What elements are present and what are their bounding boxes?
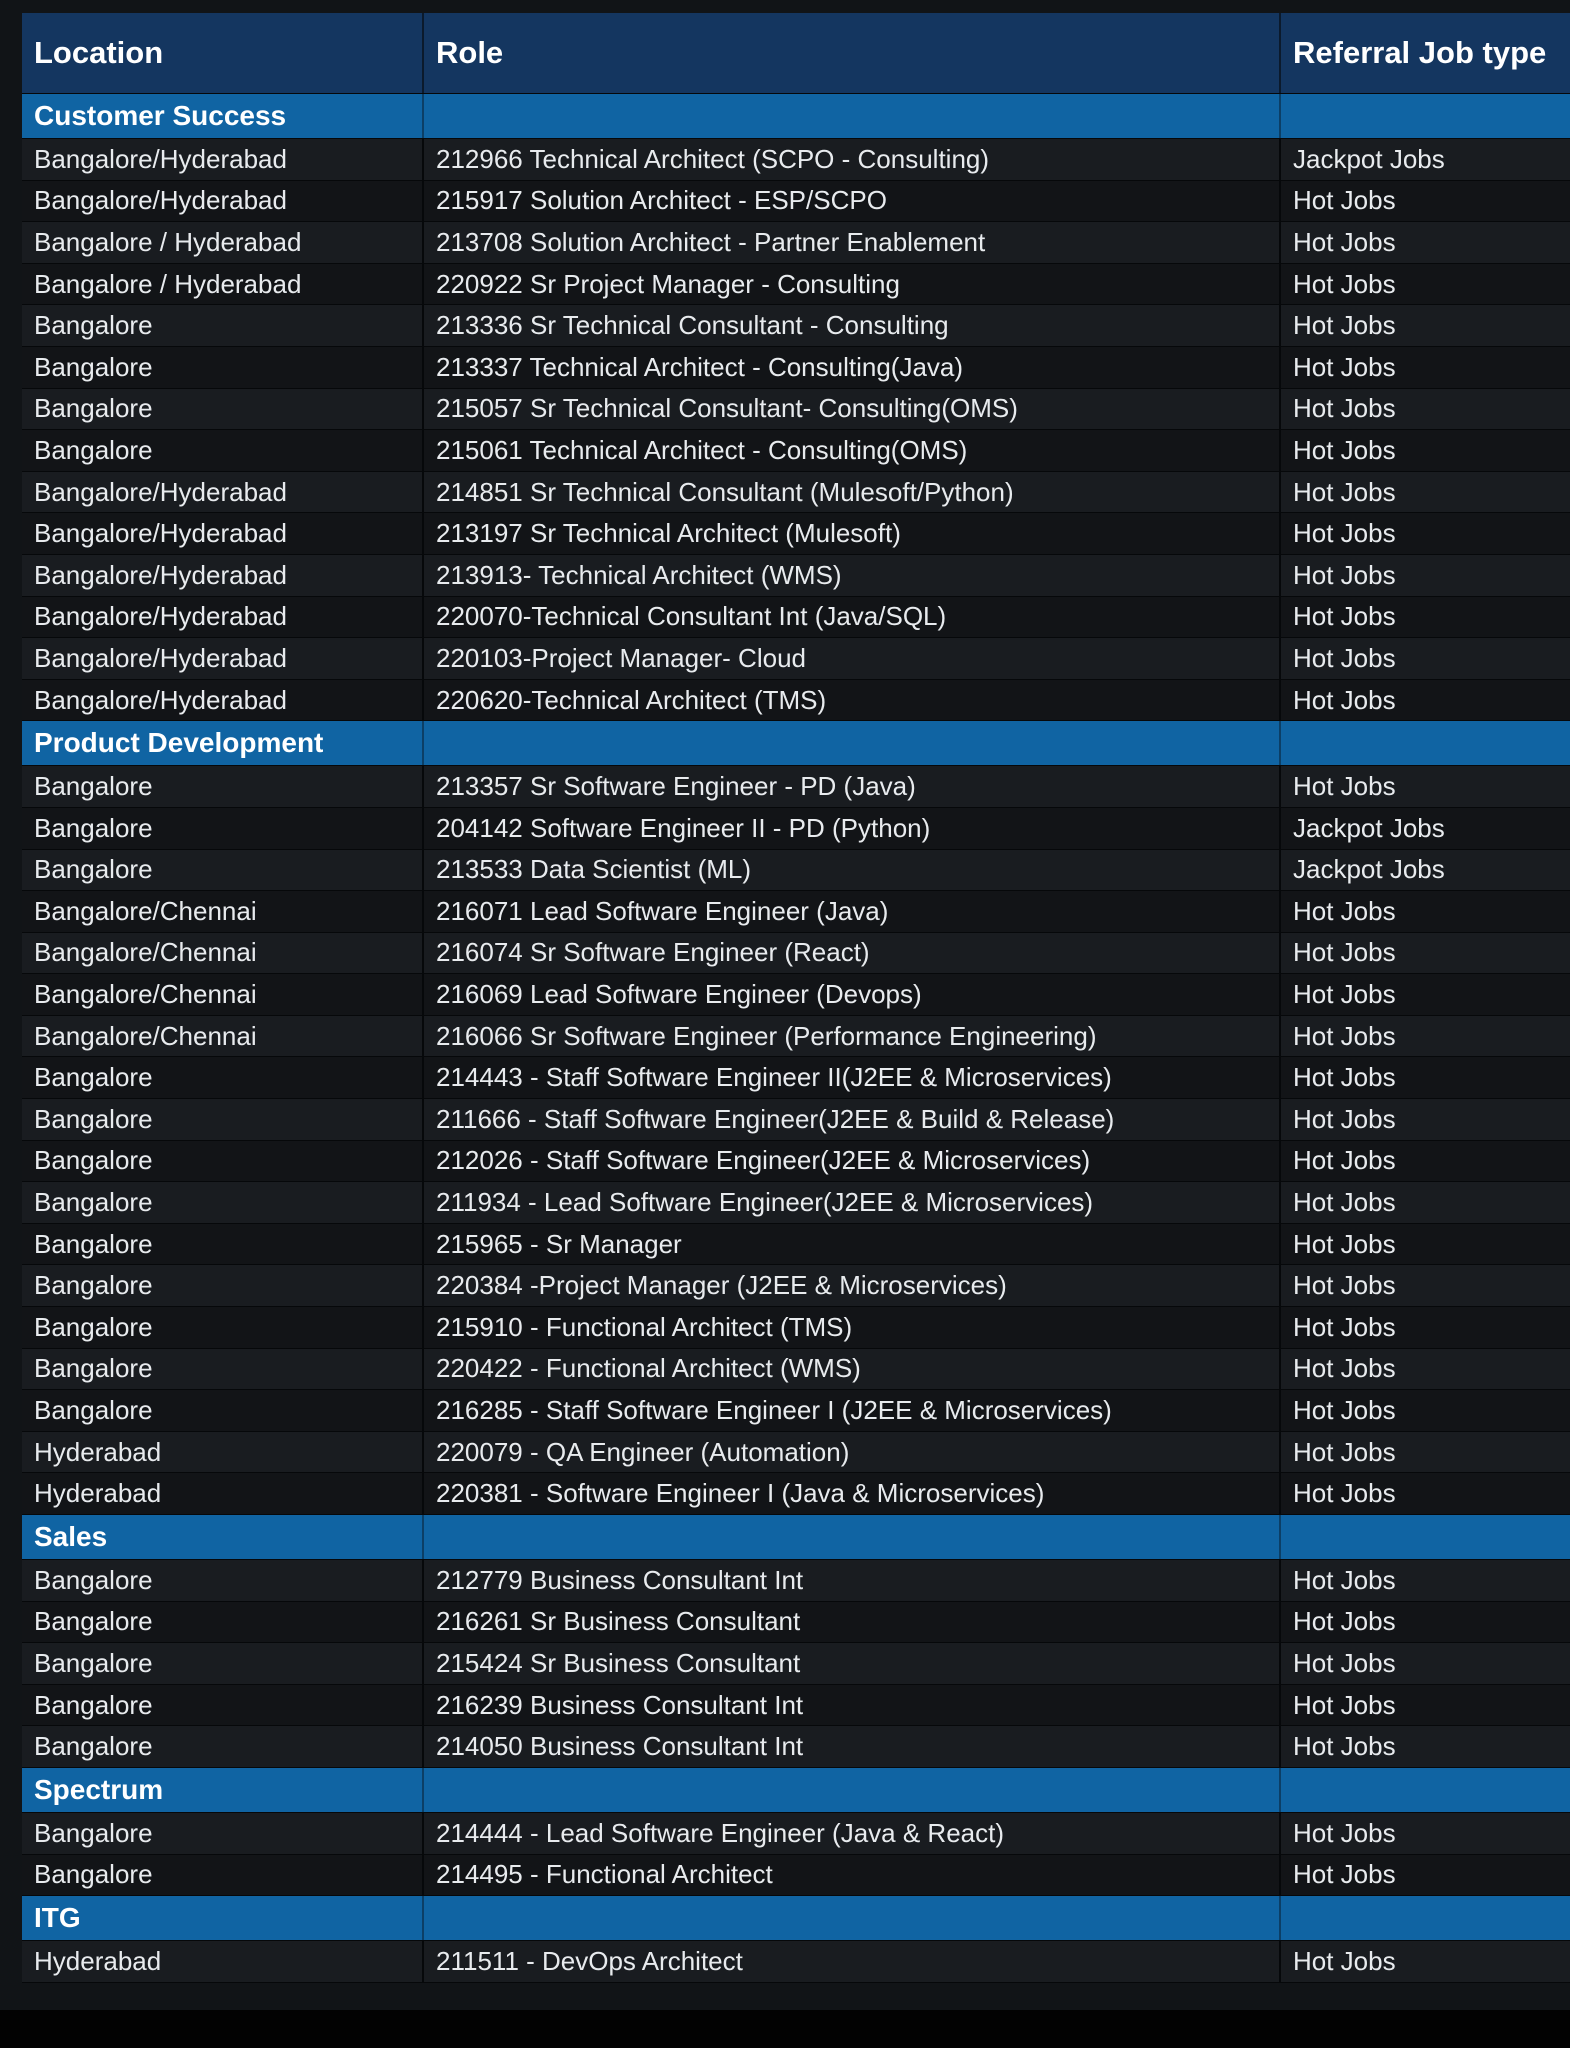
section-spacer: [424, 721, 1281, 765]
section-spacer: [1281, 1896, 1570, 1940]
table-row: [22, 347, 1570, 389]
section-rows: [22, 766, 1570, 1515]
location-cell: Bangalore: [22, 808, 424, 849]
job-type-cell: Hot Jobs: [1281, 1602, 1570, 1643]
job-type-cell: Hot Jobs: [1281, 1016, 1570, 1057]
role-cell: 220070-Technical Consultant Int (Java/SQL): [424, 597, 1281, 638]
role-cell: 216239 Business Consultant Int: [424, 1685, 1281, 1726]
table-row: [22, 222, 1570, 264]
job-type-cell: Hot Jobs: [1281, 974, 1570, 1015]
table-header: [22, 13, 1570, 94]
section-title: Product Development: [22, 721, 424, 765]
job-type-cell: Hot Jobs: [1281, 597, 1570, 638]
table-row: [22, 555, 1570, 597]
job-type-cell: Hot Jobs: [1281, 181, 1570, 222]
role-cell: 215910 - Functional Architect (TMS): [424, 1307, 1281, 1348]
location-cell: Bangalore: [22, 347, 424, 388]
location-cell: Bangalore: [22, 1685, 424, 1726]
role-cell: 216066 Sr Software Engineer (Performance Engineering): [424, 1016, 1281, 1057]
table-row: [22, 1057, 1570, 1099]
role-cell: 220103-Project Manager- Cloud: [424, 638, 1281, 679]
job-type-cell: Jackpot Jobs: [1281, 808, 1570, 849]
location-cell: Bangalore: [22, 1349, 424, 1390]
location-cell: Bangalore: [22, 1813, 424, 1854]
location-cell: Bangalore: [22, 1224, 424, 1265]
location-cell: Bangalore: [22, 1726, 424, 1767]
role-cell: 213337 Technical Architect - Consulting(Java): [424, 347, 1281, 388]
role-cell: 213336 Sr Technical Consultant - Consulting: [424, 305, 1281, 346]
location-cell: Bangalore: [22, 1182, 424, 1223]
job-type-cell: Hot Jobs: [1281, 555, 1570, 596]
location-cell: Bangalore/Chennai: [22, 933, 424, 974]
role-cell: 215965 - Sr Manager: [424, 1224, 1281, 1265]
role-cell: 215061 Technical Architect - Consulting(OMS): [424, 430, 1281, 471]
job-type-cell: Hot Jobs: [1281, 1307, 1570, 1348]
table-row: [22, 1390, 1570, 1432]
location-cell: Bangalore: [22, 1602, 424, 1643]
table-row: [22, 139, 1570, 181]
job-type-cell: Hot Jobs: [1281, 933, 1570, 974]
job-type-cell: Hot Jobs: [1281, 347, 1570, 388]
table-row: [22, 181, 1570, 223]
location-cell: Hyderabad: [22, 1941, 424, 1982]
job-type-cell: Hot Jobs: [1281, 1685, 1570, 1726]
role-cell: 216261 Sr Business Consultant: [424, 1602, 1281, 1643]
location-cell: Bangalore: [22, 1307, 424, 1348]
table-row: [22, 1016, 1570, 1058]
location-cell: Bangalore: [22, 1099, 424, 1140]
location-cell: Bangalore: [22, 850, 424, 891]
role-cell: 220381 - Software Engineer I (Java & Microservices): [424, 1473, 1281, 1514]
location-cell: Bangalore/Hyderabad: [22, 472, 424, 513]
location-cell: Bangalore/Hyderabad: [22, 597, 424, 638]
role-cell: 215917 Solution Architect - ESP/SCPO: [424, 181, 1281, 222]
section-header: [22, 1768, 1570, 1813]
job-type-cell: Hot Jobs: [1281, 891, 1570, 932]
role-cell: 214851 Sr Technical Consultant (Mulesoft/Python): [424, 472, 1281, 513]
location-cell: Bangalore/Hyderabad: [22, 139, 424, 180]
location-cell: Bangalore/Hyderabad: [22, 555, 424, 596]
role-cell: 213357 Sr Software Engineer - PD (Java): [424, 766, 1281, 807]
role-cell: 214495 - Functional Architect: [424, 1855, 1281, 1896]
table-row: [22, 1432, 1570, 1474]
job-type-cell: Hot Jobs: [1281, 1432, 1570, 1473]
role-cell: 212779 Business Consultant Int: [424, 1560, 1281, 1601]
job-type-cell: Hot Jobs: [1281, 1141, 1570, 1182]
job-type-cell: Hot Jobs: [1281, 1643, 1570, 1684]
table-row: [22, 305, 1570, 347]
location-cell: Bangalore/Chennai: [22, 974, 424, 1015]
role-cell: 216071 Lead Software Engineer (Java): [424, 891, 1281, 932]
table-row: [22, 597, 1570, 639]
table-row: [22, 1349, 1570, 1391]
table-row: [22, 1473, 1570, 1515]
role-cell: 216069 Lead Software Engineer (Devops): [424, 974, 1281, 1015]
section-header: [22, 1896, 1570, 1941]
table-row: [22, 430, 1570, 472]
table-row: [22, 472, 1570, 514]
role-cell: 212966 Technical Architect (SCPO - Consulting): [424, 139, 1281, 180]
table-row: [22, 513, 1570, 555]
section-spacer: [1281, 721, 1570, 765]
section-spacer: [424, 1768, 1281, 1812]
job-type-cell: Hot Jobs: [1281, 1224, 1570, 1265]
table-row: [22, 1224, 1570, 1266]
role-cell: 213533 Data Scientist (ML): [424, 850, 1281, 891]
job-type-cell: Hot Jobs: [1281, 513, 1570, 554]
table-row: [22, 1560, 1570, 1602]
job-type-cell: Hot Jobs: [1281, 1390, 1570, 1431]
location-cell: Bangalore: [22, 766, 424, 807]
job-type-cell: Hot Jobs: [1281, 1813, 1570, 1854]
table-row: [22, 1941, 1570, 1983]
role-cell: 213913- Technical Architect (WMS): [424, 555, 1281, 596]
table-row: [22, 680, 1570, 722]
table-row: [22, 1099, 1570, 1141]
section-spacer: [1281, 94, 1570, 138]
bottom-bar: [0, 2010, 1570, 2048]
header-job-type: Referral Job type: [1281, 13, 1570, 93]
table-row: [22, 1643, 1570, 1685]
role-cell: 220079 - QA Engineer (Automation): [424, 1432, 1281, 1473]
section-rows: [22, 1941, 1570, 1983]
role-cell: 215424 Sr Business Consultant: [424, 1643, 1281, 1684]
job-type-cell: Hot Jobs: [1281, 472, 1570, 513]
location-cell: Bangalore/Hyderabad: [22, 638, 424, 679]
section-spacer: [424, 1896, 1281, 1940]
section-spacer: [424, 1515, 1281, 1559]
table-row: [22, 933, 1570, 975]
location-cell: Bangalore: [22, 1141, 424, 1182]
location-cell: Bangalore / Hyderabad: [22, 222, 424, 263]
location-cell: Bangalore: [22, 389, 424, 430]
location-cell: Bangalore: [22, 1643, 424, 1684]
section-title: Sales: [22, 1515, 424, 1559]
role-cell: 214443 - Staff Software Engineer II(J2EE & Microservices): [424, 1057, 1281, 1098]
location-cell: Hyderabad: [22, 1473, 424, 1514]
section-header: [22, 94, 1570, 139]
header-role: Role: [424, 13, 1281, 93]
location-cell: Bangalore/Hyderabad: [22, 680, 424, 721]
location-cell: Bangalore/Chennai: [22, 891, 424, 932]
location-cell: Bangalore: [22, 1560, 424, 1601]
section-spacer: [1281, 1515, 1570, 1559]
job-type-cell: Hot Jobs: [1281, 1265, 1570, 1306]
job-type-cell: Hot Jobs: [1281, 1560, 1570, 1601]
section-header: [22, 1515, 1570, 1560]
table-body: [22, 94, 1570, 1983]
role-cell: 211666 - Staff Software Engineer(J2EE & Build & Release): [424, 1099, 1281, 1140]
location-cell: Hyderabad: [22, 1432, 424, 1473]
section-title: Spectrum: [22, 1768, 424, 1812]
job-type-cell: Hot Jobs: [1281, 1057, 1570, 1098]
location-cell: Bangalore: [22, 1057, 424, 1098]
table-row: [22, 1141, 1570, 1183]
table-row: [22, 1726, 1570, 1768]
location-cell: Bangalore / Hyderabad: [22, 264, 424, 305]
table-row: [22, 1602, 1570, 1644]
referral-jobs-table: [22, 13, 1570, 1983]
role-cell: 214444 - Lead Software Engineer (Java & React): [424, 1813, 1281, 1854]
job-type-cell: Hot Jobs: [1281, 1941, 1570, 1982]
job-type-cell: Hot Jobs: [1281, 264, 1570, 305]
role-cell: 215057 Sr Technical Consultant- Consulting(OMS): [424, 389, 1281, 430]
role-cell: 220620-Technical Architect (TMS): [424, 680, 1281, 721]
location-cell: Bangalore: [22, 1855, 424, 1896]
table-row: [22, 1855, 1570, 1897]
table-row: [22, 264, 1570, 306]
location-cell: Bangalore/Hyderabad: [22, 513, 424, 554]
job-type-cell: Hot Jobs: [1281, 680, 1570, 721]
table-row: [22, 1182, 1570, 1224]
role-cell: 204142 Software Engineer II - PD (Python): [424, 808, 1281, 849]
header-location: Location: [22, 13, 424, 93]
role-cell: 220422 - Functional Architect (WMS): [424, 1349, 1281, 1390]
role-cell: 211934 - Lead Software Engineer(J2EE & Microservices): [424, 1182, 1281, 1223]
location-cell: Bangalore/Hyderabad: [22, 181, 424, 222]
location-cell: Bangalore: [22, 430, 424, 471]
job-type-cell: Hot Jobs: [1281, 222, 1570, 263]
table-row: [22, 389, 1570, 431]
role-cell: 211511 - DevOps Architect: [424, 1941, 1281, 1982]
section-rows: [22, 1813, 1570, 1896]
section-spacer: [1281, 1768, 1570, 1812]
job-type-cell: Hot Jobs: [1281, 638, 1570, 679]
section-spacer: [424, 94, 1281, 138]
role-cell: 220922 Sr Project Manager - Consulting: [424, 264, 1281, 305]
role-cell: 213197 Sr Technical Architect (Mulesoft): [424, 513, 1281, 554]
section-title: Customer Success: [22, 94, 424, 138]
location-cell: Bangalore: [22, 1390, 424, 1431]
location-cell: Bangalore: [22, 1265, 424, 1306]
table-row: [22, 891, 1570, 933]
job-type-cell: Jackpot Jobs: [1281, 139, 1570, 180]
role-cell: 220384 -Project Manager (J2EE & Microservices): [424, 1265, 1281, 1306]
role-cell: 212026 - Staff Software Engineer(J2EE & Microservices): [424, 1141, 1281, 1182]
job-type-cell: Jackpot Jobs: [1281, 850, 1570, 891]
job-type-cell: Hot Jobs: [1281, 430, 1570, 471]
table-row: [22, 850, 1570, 892]
table-row: [22, 808, 1570, 850]
table-row: [22, 1685, 1570, 1727]
section-header: [22, 721, 1570, 766]
table-row: [22, 1813, 1570, 1855]
section-title: ITG: [22, 1896, 424, 1940]
location-cell: Bangalore/Chennai: [22, 1016, 424, 1057]
table-row: [22, 1265, 1570, 1307]
table-row: [22, 1307, 1570, 1349]
job-type-cell: Hot Jobs: [1281, 766, 1570, 807]
job-type-cell: Hot Jobs: [1281, 1726, 1570, 1767]
role-cell: 214050 Business Consultant Int: [424, 1726, 1281, 1767]
table-row: [22, 974, 1570, 1016]
table-row: [22, 638, 1570, 680]
job-type-cell: Hot Jobs: [1281, 1349, 1570, 1390]
location-cell: Bangalore: [22, 305, 424, 346]
job-type-cell: Hot Jobs: [1281, 305, 1570, 346]
job-type-cell: Hot Jobs: [1281, 1099, 1570, 1140]
job-type-cell: Hot Jobs: [1281, 389, 1570, 430]
job-type-cell: Hot Jobs: [1281, 1855, 1570, 1896]
table-row: [22, 766, 1570, 808]
role-cell: 216074 Sr Software Engineer (React): [424, 933, 1281, 974]
role-cell: 213708 Solution Architect - Partner Enablement: [424, 222, 1281, 263]
section-rows: [22, 139, 1570, 721]
job-type-cell: Hot Jobs: [1281, 1182, 1570, 1223]
section-rows: [22, 1560, 1570, 1768]
job-type-cell: Hot Jobs: [1281, 1473, 1570, 1514]
role-cell: 216285 - Staff Software Engineer I (J2EE & Microservices): [424, 1390, 1281, 1431]
